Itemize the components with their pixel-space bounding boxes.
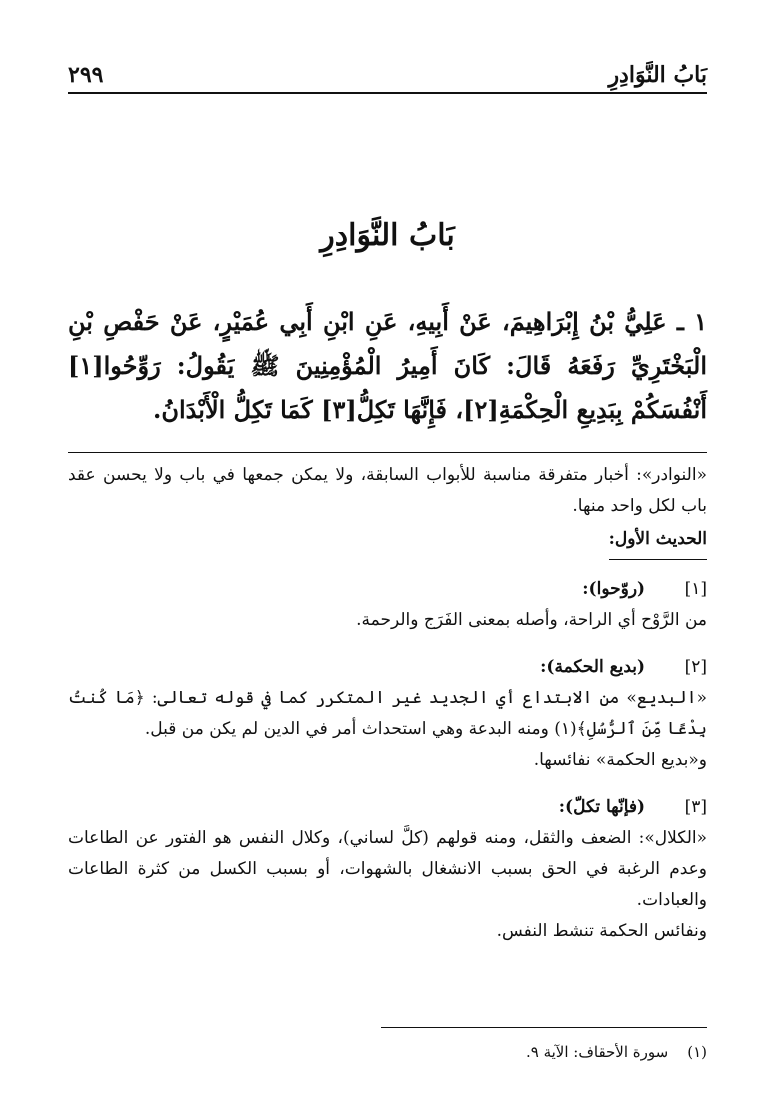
section-heading: الحديث الأول: <box>609 524 707 560</box>
footnote <box>68 1040 707 1064</box>
note-number: [٢] <box>684 657 707 677</box>
note-term: (روّحوا): <box>582 579 646 599</box>
note-body: من الرَّوْح أي الراحة، وأصله بمعنى الفَرَج والرحمة. <box>356 610 707 630</box>
hadith-text: ١ ـ عَلِيُّ بْنُ إِبْرَاهِيمَ، عَنْ أَبِيهِ، عَنِ ابْنِ أَبِي عُمَيْرٍ، عَنْ حَفْصِ بْنِ الْبَخْتَرِيِّ رَفَعَهُ قَالَ: كَانَ أَمِيرُ الْمُؤْمِنِينَ ﷺ يَقُولُ: رَوِّحُوا[١] أَنْفُسَكُمْ بِبَدِيعِ الْحِكْمَةِ[٢]، فَإِنَّهَا تَكِلُّ[٣] كَمَا تَكِلُّ الْأَبْدَانُ. <box>68 307 707 424</box>
note-number: [٣] <box>684 797 707 817</box>
note-heading <box>68 792 707 823</box>
running-header <box>68 52 707 88</box>
commentary-intro: «النوادر»: أخبار متفرقة مناسبة للأبواب السابقة، ولا يمكن جمعها في باب ولا يحسن عقد باب لكل واحد منها. <box>68 465 707 516</box>
note-body: و«بديع الحكمة» نفائسها. <box>533 750 707 770</box>
running-header-title: بَابُ النَّوَادِرِ <box>608 62 707 88</box>
page-number: ٢٩٩ <box>68 62 104 88</box>
footnote-rule <box>381 1027 707 1028</box>
footnote-number: (١) <box>687 1043 707 1061</box>
note-term: (فإنّها تكلّ): <box>558 797 646 817</box>
commentary-divider <box>68 452 707 453</box>
note-term: (بديع الحكمة): <box>540 657 646 677</box>
chapter-title: بَابُ النَّوَادِرِ <box>320 218 455 253</box>
note-heading <box>68 652 707 683</box>
header-rule <box>68 92 707 94</box>
note-number: [١] <box>684 579 707 599</box>
commentary <box>68 460 707 947</box>
footnote-text: سورة الأحقاف: الآية ٩. <box>525 1043 669 1061</box>
note-heading <box>68 574 707 605</box>
note-body: ونفائس الحكمة تنشط النفس. <box>496 921 707 941</box>
note-body: «البديع» من الابتداع أي الجديد غير المتكرر كما في قوله تعالى: ﴿مَا كُنتُ بِدْعًا مِّنَ ٱلرُّسُلِ﴾(١) ومنه البدعة وهي استحداث أمر في الدين لم يكن من قبل. <box>68 688 707 739</box>
note-body: «الكلال»: الضعف والثقل، ومنه قولهم (كلَّ لساني)، وكلال النفس هو الفتور عن الطاعات وعدم الرغبة في الحق بسبب الانشغال بالشهوات، أو بسبب الكسل من كثرة الطاعات والعبادات. <box>68 828 707 910</box>
